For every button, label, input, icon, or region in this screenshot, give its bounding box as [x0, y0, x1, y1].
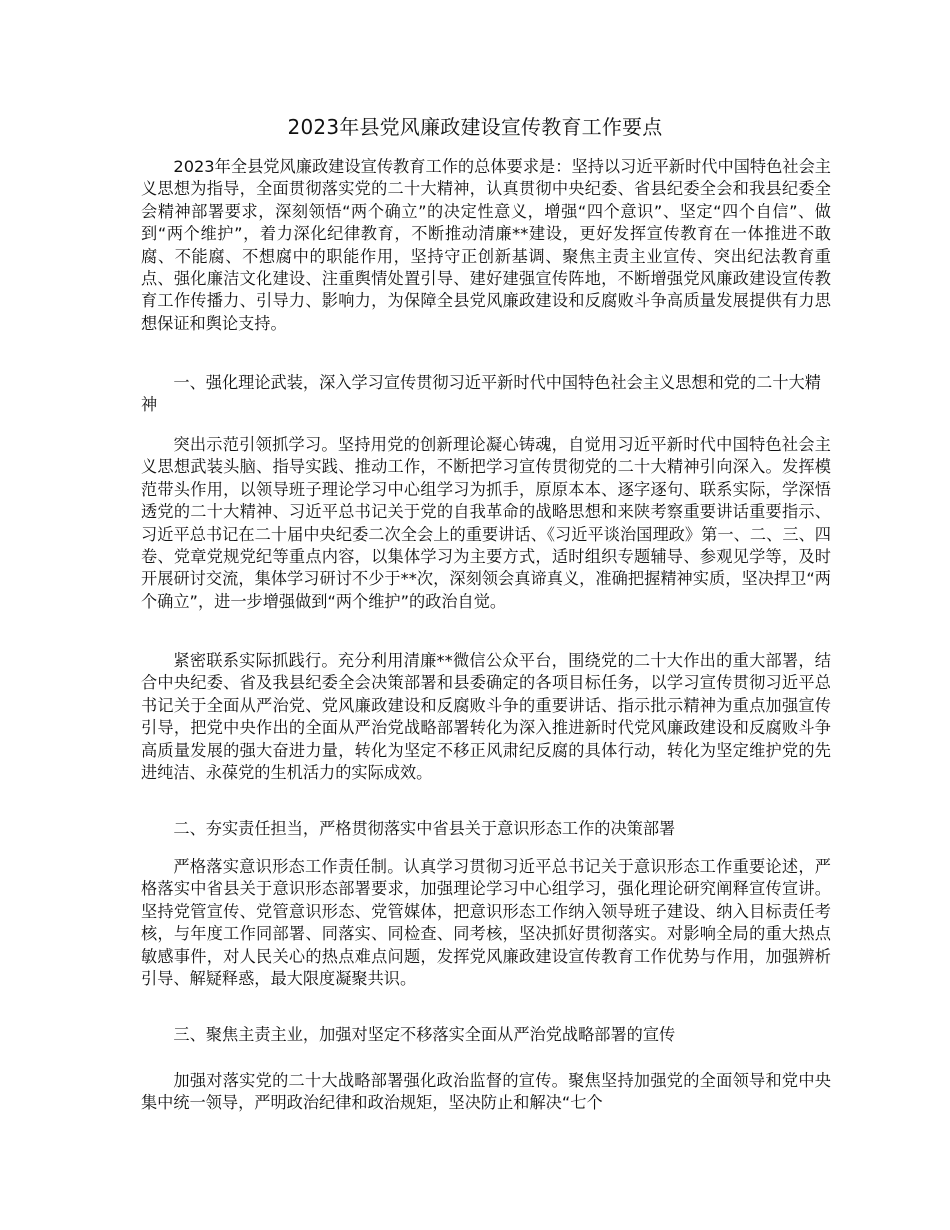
heading-text: 三、聚焦主责主业，加强对坚定不移落实全面从严治党战略部署的宣传: [173, 1025, 676, 1044]
body-paragraph: [141, 650, 831, 784]
section-heading-2: [141, 818, 831, 840]
paragraph-text: 紧密联系实际抓践行。充分利用清廉**微信公众平台，围绕党的二十大作出的重大部署，结合中央纪委、省及我县纪委全会决策部署和县委确定的各项目标任务，以学习宣传贯彻习近平总书记关于全面从严治党、党风廉政建设和反腐败斗争的重要讲话、指示批示精神为重点加强宣传引导，把党中央作出的全面从严治党战略部署转化为深入推进新时代党风廉政建设和反腐败斗争高质量发展的强大奋进力量，转化为坚定不移正风肃纪反腐的具体行动，转化为坚定维护党的先进纯洁、永葆党的生机活力的实际成效。: [141, 651, 831, 783]
paragraph-text: 加强对落实党的二十大战略部署强化政治监督的宣传。聚焦坚持加强党的全面领导和党中央集中统一领导，严明政治纪律和政治规矩，坚决防止和解决“七个: [141, 1071, 831, 1113]
body-paragraph: [141, 856, 831, 990]
paragraph-text: 突出示范引领抓学习。坚持用党的创新理论凝心铸魂，自觉用习近平新时代中国特色社会主义思想武装头脑、指导实践、推动工作，不断把学习宣传贯彻党的二十大精神引向深入。发挥模范带头作用，以领导班子理论学习中心组学习为抓手，原原本本、逐字逐句、联系实际，学深悟透党的二十大精神、习近平总书记关于党的自我革命的战略思想和来陕考察重要讲话重要指示、习近平总书记在二十届中央纪委二次全会上的重要讲话、《习近平谈治国理政》第一、二、三、四卷、党章党规党纪等重点内容，以集体学习为主要方式，适时组织专题辅导、参观见学等，及时开展研讨交流，集体学习研讨不少于**次，深刻领会真谛真义，准确把握精神实质，坚决捍卫“两个确立”，进一步增强做到“两个维护”的政治自觉。: [141, 435, 831, 611]
paragraph-text: 严格落实意识形态工作责任制。认真学习贯彻习近平总书记关于意识形态工作重要论述，严格落实中省县关于意识形态部署要求，加强理论学习中心组学习，强化理论研究阐释宣传宣讲。坚持党管宣传、党管意识形态、党管媒体，把意识形态工作纳入领导班子建设、纳入目标责任考核，与年度工作同部署、同落实、同检查、同考核，坚决抓好贯彻落实。对影响全局的重大热点敏感事件，对人民关心的热点难点问题，发挥党风廉政建设宣传教育工作优势与作用，加强辨析引导、解疑释惑，最大限度凝聚共识。: [141, 857, 831, 989]
document-title: 2023年县党风廉政建设宣传教育工作要点: [287, 115, 663, 139]
section-heading-3: [141, 1024, 831, 1046]
intro-paragraph: [141, 156, 831, 335]
heading-text: 二、夯实责任担当，严格贯彻落实中省县关于意识形态工作的决策部署: [173, 819, 676, 838]
body-paragraph: [141, 434, 831, 613]
section-heading-1: [141, 372, 831, 417]
heading-text: 一、强化理论武装，深入学习宣传贯彻习近平新时代中国特色社会主义思想和党的二十大精神: [141, 373, 821, 415]
paragraph-text: 2023年全县党风廉政建设宣传教育工作的总体要求是：坚持以习近平新时代中国特色社会主义思想为指导，全面贯彻落实党的二十大精神，认真贯彻中央纪委、省县纪委全会和我县纪委全会精神部署要求，深刻领悟“两个确立”的决定性意义，增强“四个意识”、坚定“四个自信”、做到“两个维护”，着力深化纪律教育，不断推动清廉**建设，更好发挥宣传教育在一体推进不敢腐、不能腐、不想腐中的职能作用，坚持守正创新基调、聚焦主责主业宣传、突出纪法教育重点、强化廉洁文化建设、注重舆情处置引导、建好建强宣传阵地，不断增强党风廉政建设宣传教育工作传播力、引导力、影响力，为保障全县党风廉政建设和反腐败斗争高质量发展提供有力思想保证和舆论支持。: [141, 157, 831, 333]
body-paragraph: [141, 1070, 831, 1115]
